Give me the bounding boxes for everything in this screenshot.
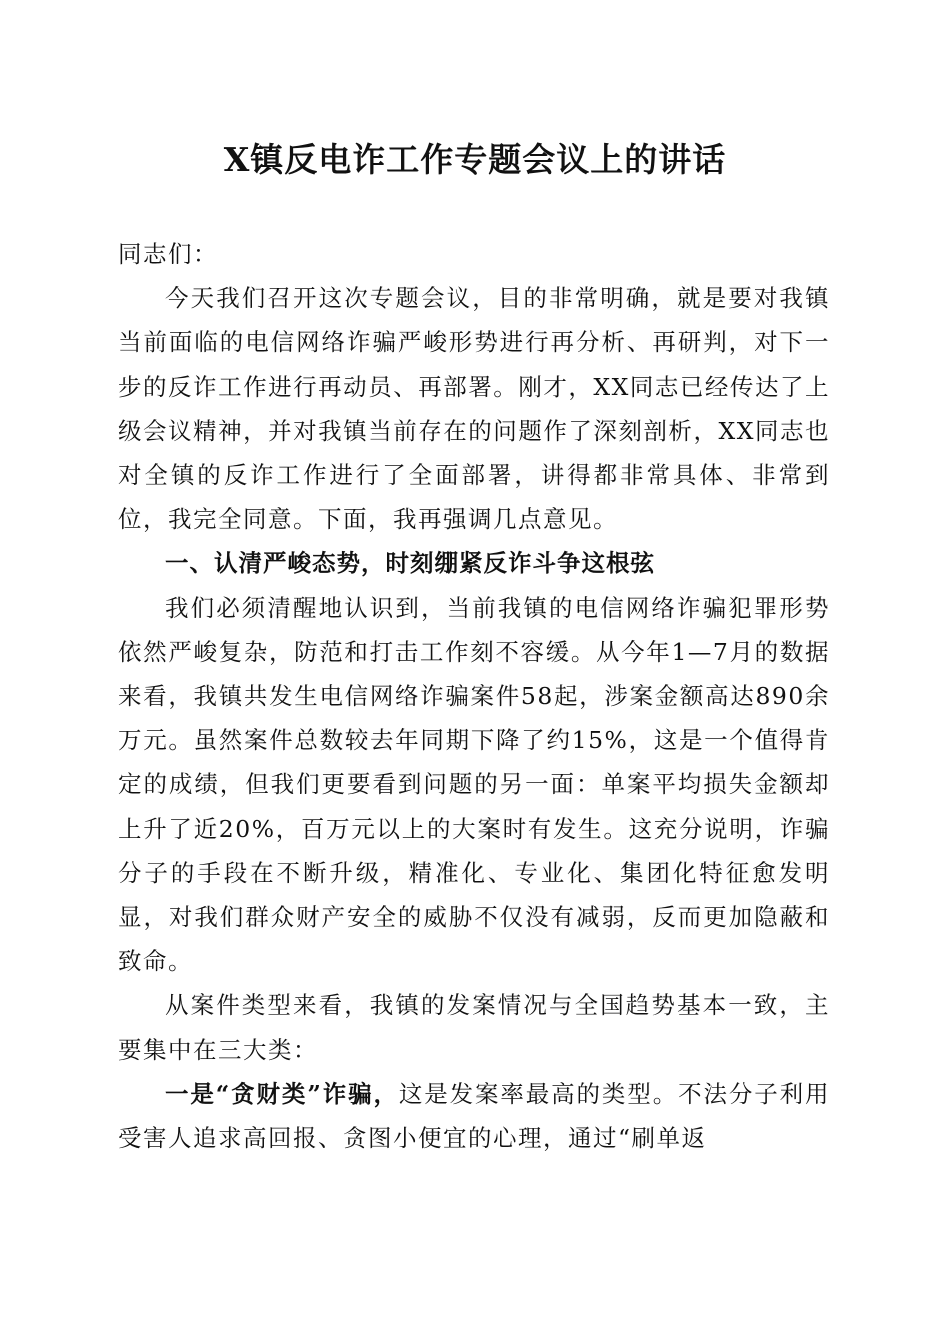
paragraph-lead-text: 一是“贪财类”诈骗，	[165, 1079, 399, 1108]
paragraph-situation: 我们必须清醒地认识到，当前我镇的电信网络诈骗犯罪形势依然严峻复杂，防范和打击工作刻不容缓。从今年1—7月的数据来看，我镇共发生电信网络诈骗案件58起，涉案金额高达890余万元。虽然案件总数较去年同期下降了约15%，这是一个值得肯定的成绩，但我们更要看到问题的另一面：单案平均损失金额却上升了近20%，百万元以上的大案时有发生。这充分说明，诈骗分子的手段在不断升级，精准化、专业化、集团化特征愈发明显，对我们群众财产安全的威胁不仅没有减弱，反而更加隐蔽和致命。	[118, 593, 830, 976]
document-body	[118, 232, 830, 1160]
section-heading-1: 一、认清严峻态势，时刻绷紧反诈斗争这根弦	[165, 549, 655, 578]
paragraph-case-types: 从案件类型来看，我镇的发案情况与全国趋势基本一致，主要集中在三大类：	[118, 991, 830, 1064]
paragraph-body-text: 这是发案率最高的类型。不法分子利用受害人追求高回报、贪图小便宜的心理，通过“刷单返	[118, 1079, 830, 1153]
salutation: 同志们：	[118, 240, 218, 268]
document-title: X镇反电诈工作专题会议上的讲话	[223, 140, 727, 179]
paragraph-opening: 今天我们召开这次专题会议，目的非常明确，就是要对我镇当前面临的电信网络诈骗严峻形势进行再分析、再研判，对下一步的反诈工作进行再动员、再部署。刚才，XX同志已经传达了上级会议精神，并对我镇当前存在的问题作了深刻剖析，XX同志也对全镇的反诈工作进行了全面部署，讲得都非常具体、非常到位，我完全同意。下面，我再强调几点意见。	[118, 284, 830, 534]
paragraph-type-one	[118, 1072, 830, 1160]
